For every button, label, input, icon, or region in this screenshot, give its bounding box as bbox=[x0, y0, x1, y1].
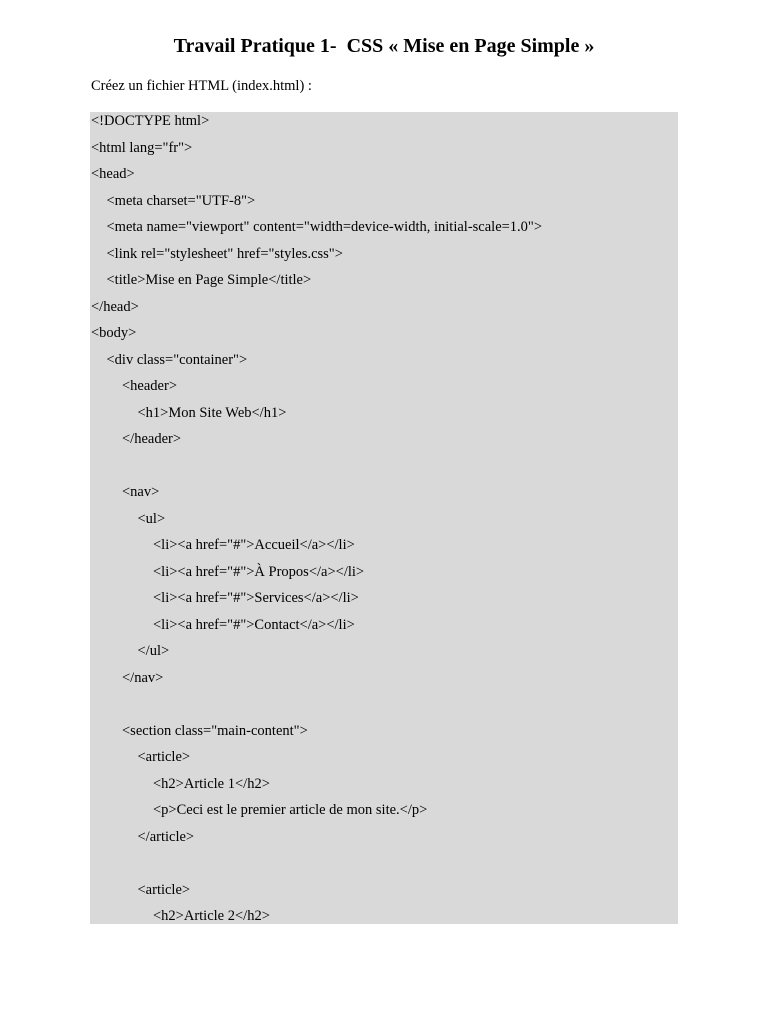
code-line: <meta charset="UTF-8"> bbox=[106, 192, 256, 209]
code-line: <li><a href="#">Services</a></li> bbox=[153, 590, 359, 606]
code-line: <h2>Article 1</h2> bbox=[153, 775, 270, 792]
page-title: Travail Pratique 1- CSS « Mise en Page Simple » bbox=[173, 35, 595, 57]
code-line: <ul> bbox=[137, 510, 166, 527]
code-line: <html lang="fr"> bbox=[91, 139, 193, 156]
code-line: <link rel="stylesheet" href="styles.css"> bbox=[106, 245, 343, 262]
code-line: <div class="container"> bbox=[106, 351, 248, 368]
code-line: <li><a href="#">À Propos</a></li> bbox=[153, 563, 365, 580]
code-line: </article> bbox=[137, 828, 195, 845]
code-block bbox=[90, 112, 678, 924]
code-line: <section class="main-content"> bbox=[122, 722, 308, 739]
code-line: </nav> bbox=[122, 669, 164, 686]
code-line: <article> bbox=[137, 881, 191, 898]
code-line: </head> bbox=[91, 298, 139, 315]
code-line: <article> bbox=[137, 749, 191, 765]
code-line: <head> bbox=[91, 166, 135, 182]
code-line: </header> bbox=[122, 431, 182, 447]
code-line: <li><a href="#">Contact</a></li> bbox=[153, 616, 355, 633]
intro-text: Créez un fichier HTML (index.html) : bbox=[91, 78, 312, 94]
code-line: <!DOCTYPE html> bbox=[91, 113, 210, 129]
code-line: <nav> bbox=[122, 484, 160, 500]
code-line: <meta name="viewport" content="width=device-width, initial-scale=1.0"> bbox=[106, 219, 543, 235]
code-line: <li><a href="#">Accueil</a></li> bbox=[153, 537, 355, 553]
code-line: <title>Mise en Page Simple</title> bbox=[106, 272, 312, 288]
code-line: <header> bbox=[122, 378, 177, 394]
code-line: </ul> bbox=[137, 643, 170, 659]
code-line: <h2>Article 2</h2> bbox=[153, 908, 270, 924]
code-line: <h1>Mon Site Web</h1> bbox=[137, 404, 287, 421]
code-line: <body> bbox=[91, 325, 137, 341]
code-line: <p>Ceci est le premier article de mon site.</p> bbox=[153, 802, 428, 818]
